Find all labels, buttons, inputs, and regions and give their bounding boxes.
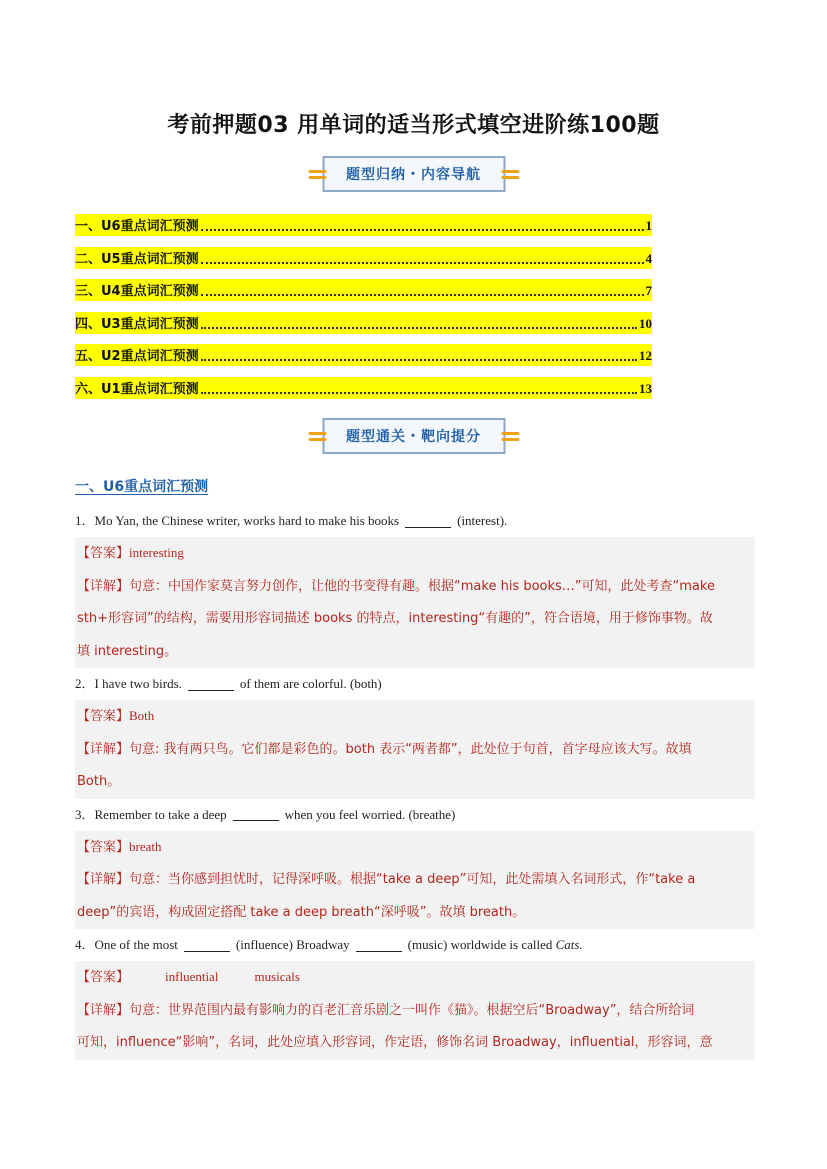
detail-label: 【详解】: [77, 578, 130, 594]
detail-line: 句意：世界范围内最有影响力的百老汇音乐剧之一叫作《猫》。根据空后“Broadway”，结合所给词: [129, 1002, 695, 1018]
answer-blank: [188, 678, 234, 691]
detail-line: 可知，influence“影响”，名词，此处应填入形容词，作定语，修饰名词 Broadway，influential，形容词，意: [77, 1035, 713, 1050]
question-hint: (influence) Broadway: [235, 937, 350, 952]
toc-item-2[interactable]: [75, 247, 652, 269]
table-of-contents: [75, 214, 652, 409]
answer-blank: [356, 939, 402, 952]
question-text: [75, 799, 755, 831]
detail-line: Both。: [77, 774, 121, 789]
answer-value: influential: [165, 969, 219, 984]
question-item: [75, 799, 755, 930]
answer-label: 【答案】: [77, 546, 130, 561]
toc-label: 五、U2重点词汇预测: [75, 349, 199, 364]
question-item: [75, 668, 755, 799]
answer-value: Both: [129, 708, 155, 723]
question-hint: of them are colorful. (both): [239, 676, 382, 691]
toc-label: 三、U4重点词汇预测: [75, 284, 199, 299]
toc-item-6[interactable]: [75, 377, 652, 399]
answer-value: musicals: [254, 969, 300, 984]
answer-panel: [75, 700, 755, 799]
question-list: [75, 505, 755, 1060]
banner-nav-label: 题型归纳・内容导航: [322, 156, 505, 192]
detail-label: 【详解】: [77, 872, 130, 887]
toc-page-number: 7: [645, 283, 652, 298]
detail-label: 【详解】: [77, 1002, 130, 1018]
toc-item-5[interactable]: [75, 344, 652, 366]
toc-leader: [201, 327, 637, 329]
answer-blank: [184, 939, 230, 952]
question-item: [75, 505, 755, 668]
question-stem: Mo Yan, the Chinese writer, works hard to make his books: [94, 513, 400, 528]
answer-panel: [75, 537, 755, 668]
question-text: [75, 668, 755, 700]
detail-line: deep”的宾语，构成固定搭配 take a deep breath“深呼吸”。故填 breath。: [77, 904, 526, 920]
toc-item-3[interactable]: [75, 279, 652, 301]
banner-practice-label: 题型通关・靶向提分: [322, 418, 505, 454]
question-stem: One of the most: [94, 937, 178, 952]
banner-left-decoration-icon: [308, 429, 326, 443]
toc-leader: [201, 229, 644, 231]
question-hint: (interest).: [457, 513, 508, 528]
question-stem: (music) worldwide is called: [407, 937, 553, 952]
question-number: 4．: [75, 937, 95, 952]
toc-label: 六、U1重点词汇预测: [75, 381, 199, 397]
detail-line: 句意: 我有两只鸟。它们都是彩色的。both 表示“两者都”，此处位于句首，首字母应该大写。故填: [129, 741, 692, 757]
banner-right-decoration-icon: [501, 429, 519, 443]
detail-line: 句意：当你感到担忧时，记得深呼吸。根据“take a deep”可知，此处需填入名词形式，作“take a: [129, 872, 696, 887]
toc-item-1[interactable]: [75, 214, 652, 236]
toc-leader: [201, 392, 637, 394]
detail-label: 【详解】: [77, 741, 130, 757]
question-hint: when you feel worried. (breathe): [284, 806, 456, 822]
answer-label: 【答案】: [77, 709, 130, 724]
detail-line: 句意：中国作家莫言努力创作，让他的书变得有趣。根据“make his books…”可知，此处考查“make: [129, 578, 715, 594]
question-stem: I have two birds.: [94, 676, 182, 691]
detail-line: 填 interesting。: [77, 643, 178, 659]
page-title: 考前押题03 用单词的适当形式填空进阶练100题: [167, 113, 660, 138]
question-number: 2．: [75, 676, 95, 691]
section-heading[interactable]: 一、U6重点词汇预测: [75, 479, 209, 495]
toc-page-number: 12: [639, 348, 652, 363]
toc-page-number: 4: [645, 250, 652, 266]
question-number: 1．: [75, 513, 95, 528]
question-stem: Remember to take a deep: [94, 806, 227, 822]
toc-leader: [201, 294, 644, 296]
toc-label: 四、U3重点词汇预测: [75, 316, 199, 332]
question-text: [75, 505, 755, 537]
banner-practice: [312, 417, 515, 455]
toc-page-number: 13: [639, 380, 652, 396]
answer-panel: [75, 831, 755, 930]
banner-left-decoration-icon: [308, 167, 326, 181]
toc-page-number: 1: [645, 218, 652, 233]
answer-label: 【答案】: [77, 839, 130, 855]
answer-blank: [233, 808, 279, 821]
answer-panel: [75, 961, 755, 1060]
detail-line: sth+形容词”的结构，需要用形容词描述 books 的特点，interesting“有趣的”，符合语境，用于修饰事物。故: [77, 611, 713, 626]
toc-label: 二、U5重点词汇预测: [75, 251, 199, 267]
question-item: [75, 929, 755, 1060]
toc-item-4[interactable]: [75, 312, 652, 334]
question-title-italic: Cats.: [555, 937, 583, 952]
question-number: 3．: [75, 806, 95, 822]
banner-content-nav: [312, 155, 515, 193]
toc-leader: [201, 359, 637, 361]
toc-leader: [201, 262, 644, 264]
answer-label: 【答案】: [77, 970, 130, 985]
answer-value: breath: [129, 838, 162, 854]
banner-right-decoration-icon: [501, 167, 519, 181]
question-text: [75, 929, 755, 961]
toc-page-number: 10: [639, 315, 652, 331]
toc-label: 一、U6重点词汇预测: [75, 219, 199, 234]
answer-value: interesting: [129, 545, 184, 560]
answer-blank: [405, 515, 451, 528]
